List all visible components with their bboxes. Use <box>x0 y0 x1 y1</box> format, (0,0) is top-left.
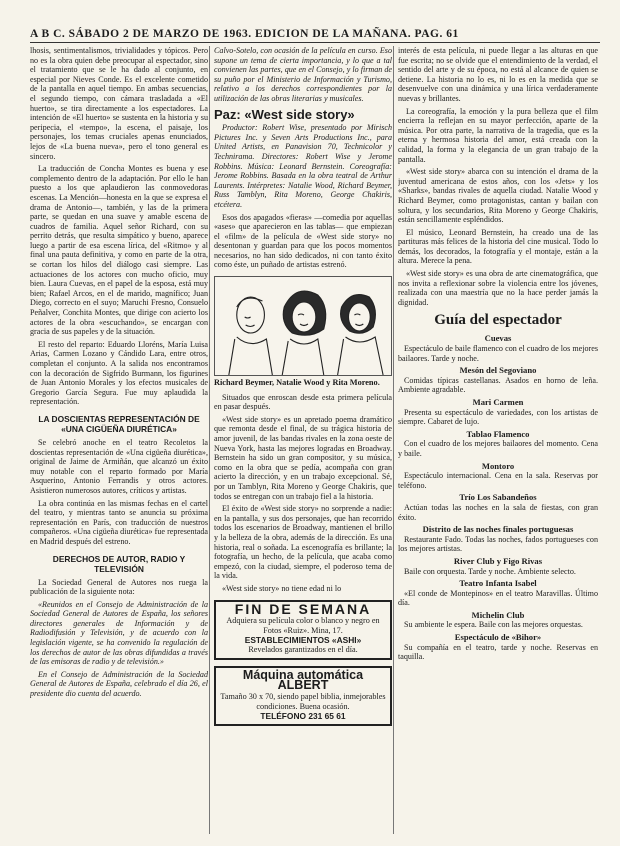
guide-entry-name: Mari Carmen <box>472 397 524 407</box>
article-paragraph: interés de esta película, ni puede llegar a las alturas en que fue escrita; no se olvide que el entendimiento de la verdad, el sentido del arte y de su época, no está al alcance de quien se detiene. La historia no lo es, ni lo es en la medida que se desenvuelve con una dinámica y una lírica verdaderamente nuevas y brillantes. <box>398 46 598 103</box>
guide-entry <box>398 430 598 459</box>
article-paragraph: El músico, Leonard Bernstein, ha creado una de las partituras más felices de la historia del cine musical. Todo lo demás, los decorados, la fotografía y el montaje, están a la altura. Merece la pena. <box>398 227 598 266</box>
page-header <box>30 22 600 43</box>
article-paragraph: «West side story» es un apretado poema dramático que remonta desde el final, de su trágica historia de amor juvenil, de las bandas rivales en la zona oeste de Nueva York, hasta las mejores logradas en Broadway. Bernstein ha sido un gran compositor, y su música, como en la obra que se pedía, acompaña con gran acierto la dirección, y en un trabajo excepcional. Sé, por un Tamblyn, Rita Moreno y George Chakiris, que todos se entregan con un trabajo fiel a la historia. <box>214 414 392 501</box>
guide-entry <box>398 462 598 491</box>
guide-entry-name: Distrito de las noches finales portuguesas <box>422 524 574 535</box>
article-paragraph: Esos dos apagados «fieras» —comedia por aquellas «ases» que aparecieron en las tablas— que empiezan el «film» de la película de «West side story» no desentonan y guardan para que los pocos momentos necesarios, no han sido dedicados, ni con tanto éxito como éste, un puñado de artistas estrenó. <box>214 212 392 270</box>
film-illustration <box>214 276 392 376</box>
column-2 <box>214 46 392 836</box>
guide-entry <box>398 525 598 554</box>
article-paragraph: Se celebró anoche en el teatro Recoletos la doscientas representación de «Una cigüeña diurética», original de Jaime de Armiñán, que alcanzó un éxito muy notable con el reparto formado por María Asquerino, Antonio Ferrandis y otros actores. Asistieron numerosos autores, críticos y artistas. <box>30 437 208 495</box>
guide-entry <box>398 334 598 363</box>
ad-brand: ESTABLECIMIENTOS «ASHI» <box>244 634 362 645</box>
guide-entry-text: Con el cuadro de los mejores bailaores del momento. Cena y baile. <box>398 439 598 458</box>
article-paragraph: La obra continúa en las mismas fechas en el cartel del teatro, y mientras tanto se anuncia su próxima representación en París, con traducción de nuestros compañeros. «Una cigüeña diurética» fue representada en Madrid después del estreno. <box>30 498 208 546</box>
article-paragraph: El éxito de «West side story» no sorprende a nadie: en la pantalla, y sus dos personajes, que han recorrido todos los escenarios de Broadway, mantienen el brillo y la belleza de la obra, además de la dirección. Es una historia, real o soñada. La escenografía es brillante; la fotografía, un hecho, de la película, que acaba como empezó, con la ciudad, siempre, el poderoso tema de la vida. <box>214 504 392 581</box>
guide-entry-text: «El conde de Montepinos» en el teatro Maravillas. Último día. <box>398 588 598 608</box>
guide-entry-text: Espectáculo internacional. Cena en la sala. Reservas por teléfono. <box>398 471 598 490</box>
film-credits: Productor: Robert Wise, presentado por Mirisch Pictures Inc. y Seven Arts Productions Inc., para United Artists, en Panavision 70, Technicolor y Technirama. Directores: Robert Wise y Jerome Robbins. Música: Leonard Bernstein. Coreografía: Jerome Robbins. Basada en la obra teatral de Arthur Laurents. Intérpretes: Natalie Wood, Richard Beymer, Russ Tamblyn, Rita Moreno, George Chakiris, etcétera. <box>214 123 392 209</box>
guide-entry-text: Espectáculo de baile flamenco con el cuadro de los mejores bailaores. Tarde y noche. <box>398 344 598 363</box>
guide-entry <box>398 579 598 608</box>
guide-entry-text: Presenta su espectáculo de variedades, con los artistas de siempre. Cabaret de lujo. <box>398 407 598 427</box>
guide-entry-text: Restaurante Fado. Todas las noches, fados portugueses con los mejores artistas. <box>398 534 598 554</box>
article-paragraph: El resto del reparto: Eduardo Lloréns, María Luisa Arias, Carmen Lozano y Cándido Lara, entre otros, completan el conjunto. A la salida nos encontramos con la decoración de Sigfrido Burmann, los figurines de Juan Antonio Morales y los efectos musicales de Gregorio García Segura. Fue muy aplaudida la representación. <box>30 339 208 407</box>
guide-entry-text: Su ambiente le espera. Baile con las mejores orquestas. <box>404 620 583 630</box>
advertisement-fin-de-semana <box>214 600 392 661</box>
article-heading: DERECHOS DE AUTOR, RADIO Y TELEVISIÓN <box>52 553 186 574</box>
column-1 <box>30 46 208 836</box>
guide-entry <box>398 557 598 576</box>
guide-entry-name: Cuevas <box>484 333 512 344</box>
ad-phone: TELÉFONO 231 65 61 <box>260 710 346 721</box>
guide-entry-name: Mesón del Segoviano <box>459 365 537 376</box>
ad-title: Máquina automática ALBERT <box>242 668 364 692</box>
article-paragraph: La Sociedad General de Autores nos ruega la publicación de la siguiente nota: <box>30 577 208 597</box>
guide-list <box>398 334 598 661</box>
guide-entry-name: Espectáculo de «Bihor» <box>454 632 542 643</box>
guide-entry <box>398 633 598 662</box>
guide-title: Guía del espectador <box>434 312 562 329</box>
article-heading: LA DOSCIENTAS REPRESENTACIÓN DE «UNA CIGÜEÑA DIURÉTICA» <box>38 413 200 434</box>
guide-entry-name: Tablao Flamenco <box>466 428 530 439</box>
guide-entry <box>398 366 598 395</box>
article-paragraph: Calvo-Sotelo, con ocasión de la película en curso. Eso supone un tema de cierta importancia, y lo que a tal convienen las partes, que en el Consejo, y lo firman de su puño por el Ministerio de Información y Turismo, relativo a los derechos correspondientes por la utilización de las obras literarias y musicales. <box>214 46 392 103</box>
advertisement-albert <box>214 666 392 726</box>
column-rule <box>393 46 394 834</box>
article-paragraph: Situados que enroscan desde esta primera película en pasar después. <box>214 392 392 412</box>
guide-entry <box>398 398 598 427</box>
ad-title: FIN DE SEMANA <box>234 600 372 617</box>
review-title: Paz: «West side story» <box>214 106 355 122</box>
guide-entry <box>398 493 598 522</box>
guide-entry-text: Su compañía en el teatro, tarde y noche. Reservas en taquilla. <box>398 642 598 662</box>
guide-entry-name: Michelin Club <box>471 609 525 620</box>
guide-entry <box>398 611 598 630</box>
guide-entry-text: Comidas típicas castellanas. Asados en horno de leña. Ambiente agradable. <box>398 375 598 395</box>
article-paragraph: lhosis, sentimentalismos, trivialidades y tópicos. Pero no es la obra quien debe preocupar al espectador, sino el tratamiento que se le ha dado al conjunto, en especial por Nieves Conde. Es el excelente cometido de la pantalla en aquel tiempo. En ambas secuencias, el segundo tiempo, con cámara trasladada a «El huerto», se tira directamente a los espectadores. La intención de «El huerto» se sustenta en la historia y su peripecia, el «tempo», la escena, el paisaje, los personajes, los temas cruciales apenas enunciados, lejos de «La buena nueva», pero el tono general es sincero. <box>30 46 208 161</box>
article-paragraph: En el Consejo de Administración de la Sociedad General de Autores de España, celebrado el día 26, el presidente dio cuenta del acuerdo. <box>30 669 208 699</box>
guide-entry-text: Baile con orquesta. Tarde y noche. Ambiente selecto. <box>404 566 576 576</box>
column-rule <box>209 46 210 834</box>
article-paragraph: «West side story» es una obra de arte cinematográfica, que nos invita a reflexionar sobre la violencia entre los jóvenes, realizada con una maestría que no la hace perder jamás la dignidad. <box>398 269 598 307</box>
article-paragraph: «Reunidos en el Consejo de Administración de la Sociedad General de Autores de España, los señores directores generales de Información y de Radiodifusión y Televisión, y de acuerdo con la legislación vigente, se ha convenido la regulación de los derechos de autor de las obras difundidas a través de las emisoras de radio y de televisión.» <box>30 599 208 667</box>
header-text: A B C. SÁBADO 2 DE MARZO DE 1963. EDICION DE LA MAÑANA. PAG. 61 <box>30 28 459 40</box>
guide-entry-name: Trío Los Sabandeños <box>459 492 537 503</box>
ad-text: Revelados garantizados en el día. <box>248 645 358 655</box>
ad-text: Tamaño 30 x 70, siendo papel biblia, inmejorables condiciones. Buena ocasión. <box>220 692 386 712</box>
guide-entry-name: River Club y Figo Rivas <box>453 555 543 566</box>
illustration-drawing <box>215 277 391 375</box>
guide-entry-name: Montoro <box>481 460 515 471</box>
article-paragraph: La traducción de Concha Montes es buena y ese complemento dentro de la adaptación. Por ello le han puesto a los que aplaudieron las conmovedoras escenas. La Mención—honesta en la que se expresa el drama de Antonio—, también, y las de la primera parte, se quedan en una suave y amable escena de cuadros de familia. Aquel señor Richard, con su perrito detrás, que resulta simpático y bueno, aparece luego a partir de esa escena lírica, del «Ritmo» y al final una pauta definitiva, y como en parte de la otra, se cortan los hilos del diálogo casi siempre. Las actuaciones de los actores con mucho oficio, muy bien. Laura Cuevas, en el papel de la esposa, está muy bien; Rafael Arcos, en el de marido, magnífico; Juan Diego, correcto en el suyo; Maruchi Fresno, Consuelo Peñalver, Conchita Montes, que dirige con acierto los actores de la obra «escuchando», se encargan con gracia de sus papeles y de la situación. <box>30 164 208 337</box>
article-paragraph: «West side story» abarca con su intención el drama de la juventud americana de estos años, con los «Jets» y los «Sharks», bandas rivales de aquella ciudad. Natalie Wood y Richard Beymer, como protagonistas, cantan y bailan con soltura, y los secundarios, Rita Moreno y George Chakiris, están sencillamente espléndidos. <box>398 167 598 225</box>
article-paragraph: «West side story» no tiene edad ni lo <box>222 583 342 593</box>
guide-entry-name: Teatro Infanta Isabel <box>459 578 537 589</box>
ad-text: Adquiera su película color o blanco y negro en Fotos «Ruiz». Mina, 17. <box>226 616 380 635</box>
article-paragraph: La coreografía, la emoción y la pura belleza que el film encierra la reflejan en su mayor perfección, aparte de la música. Por otra parte, la narrativa de la tragedia, que es la eterna y hermosa historia del amor, está creada con la calidad, la forma y la elegancia de un gran trabajo de la pantalla. <box>398 106 598 164</box>
guide-entry-text: Actúan todas las noches en la sala de fiestas, con gran éxito. <box>398 502 598 522</box>
illustration-caption: Richard Beymer, Natalie Wood y Rita Moreno. <box>214 378 380 388</box>
column-3 <box>398 46 598 836</box>
